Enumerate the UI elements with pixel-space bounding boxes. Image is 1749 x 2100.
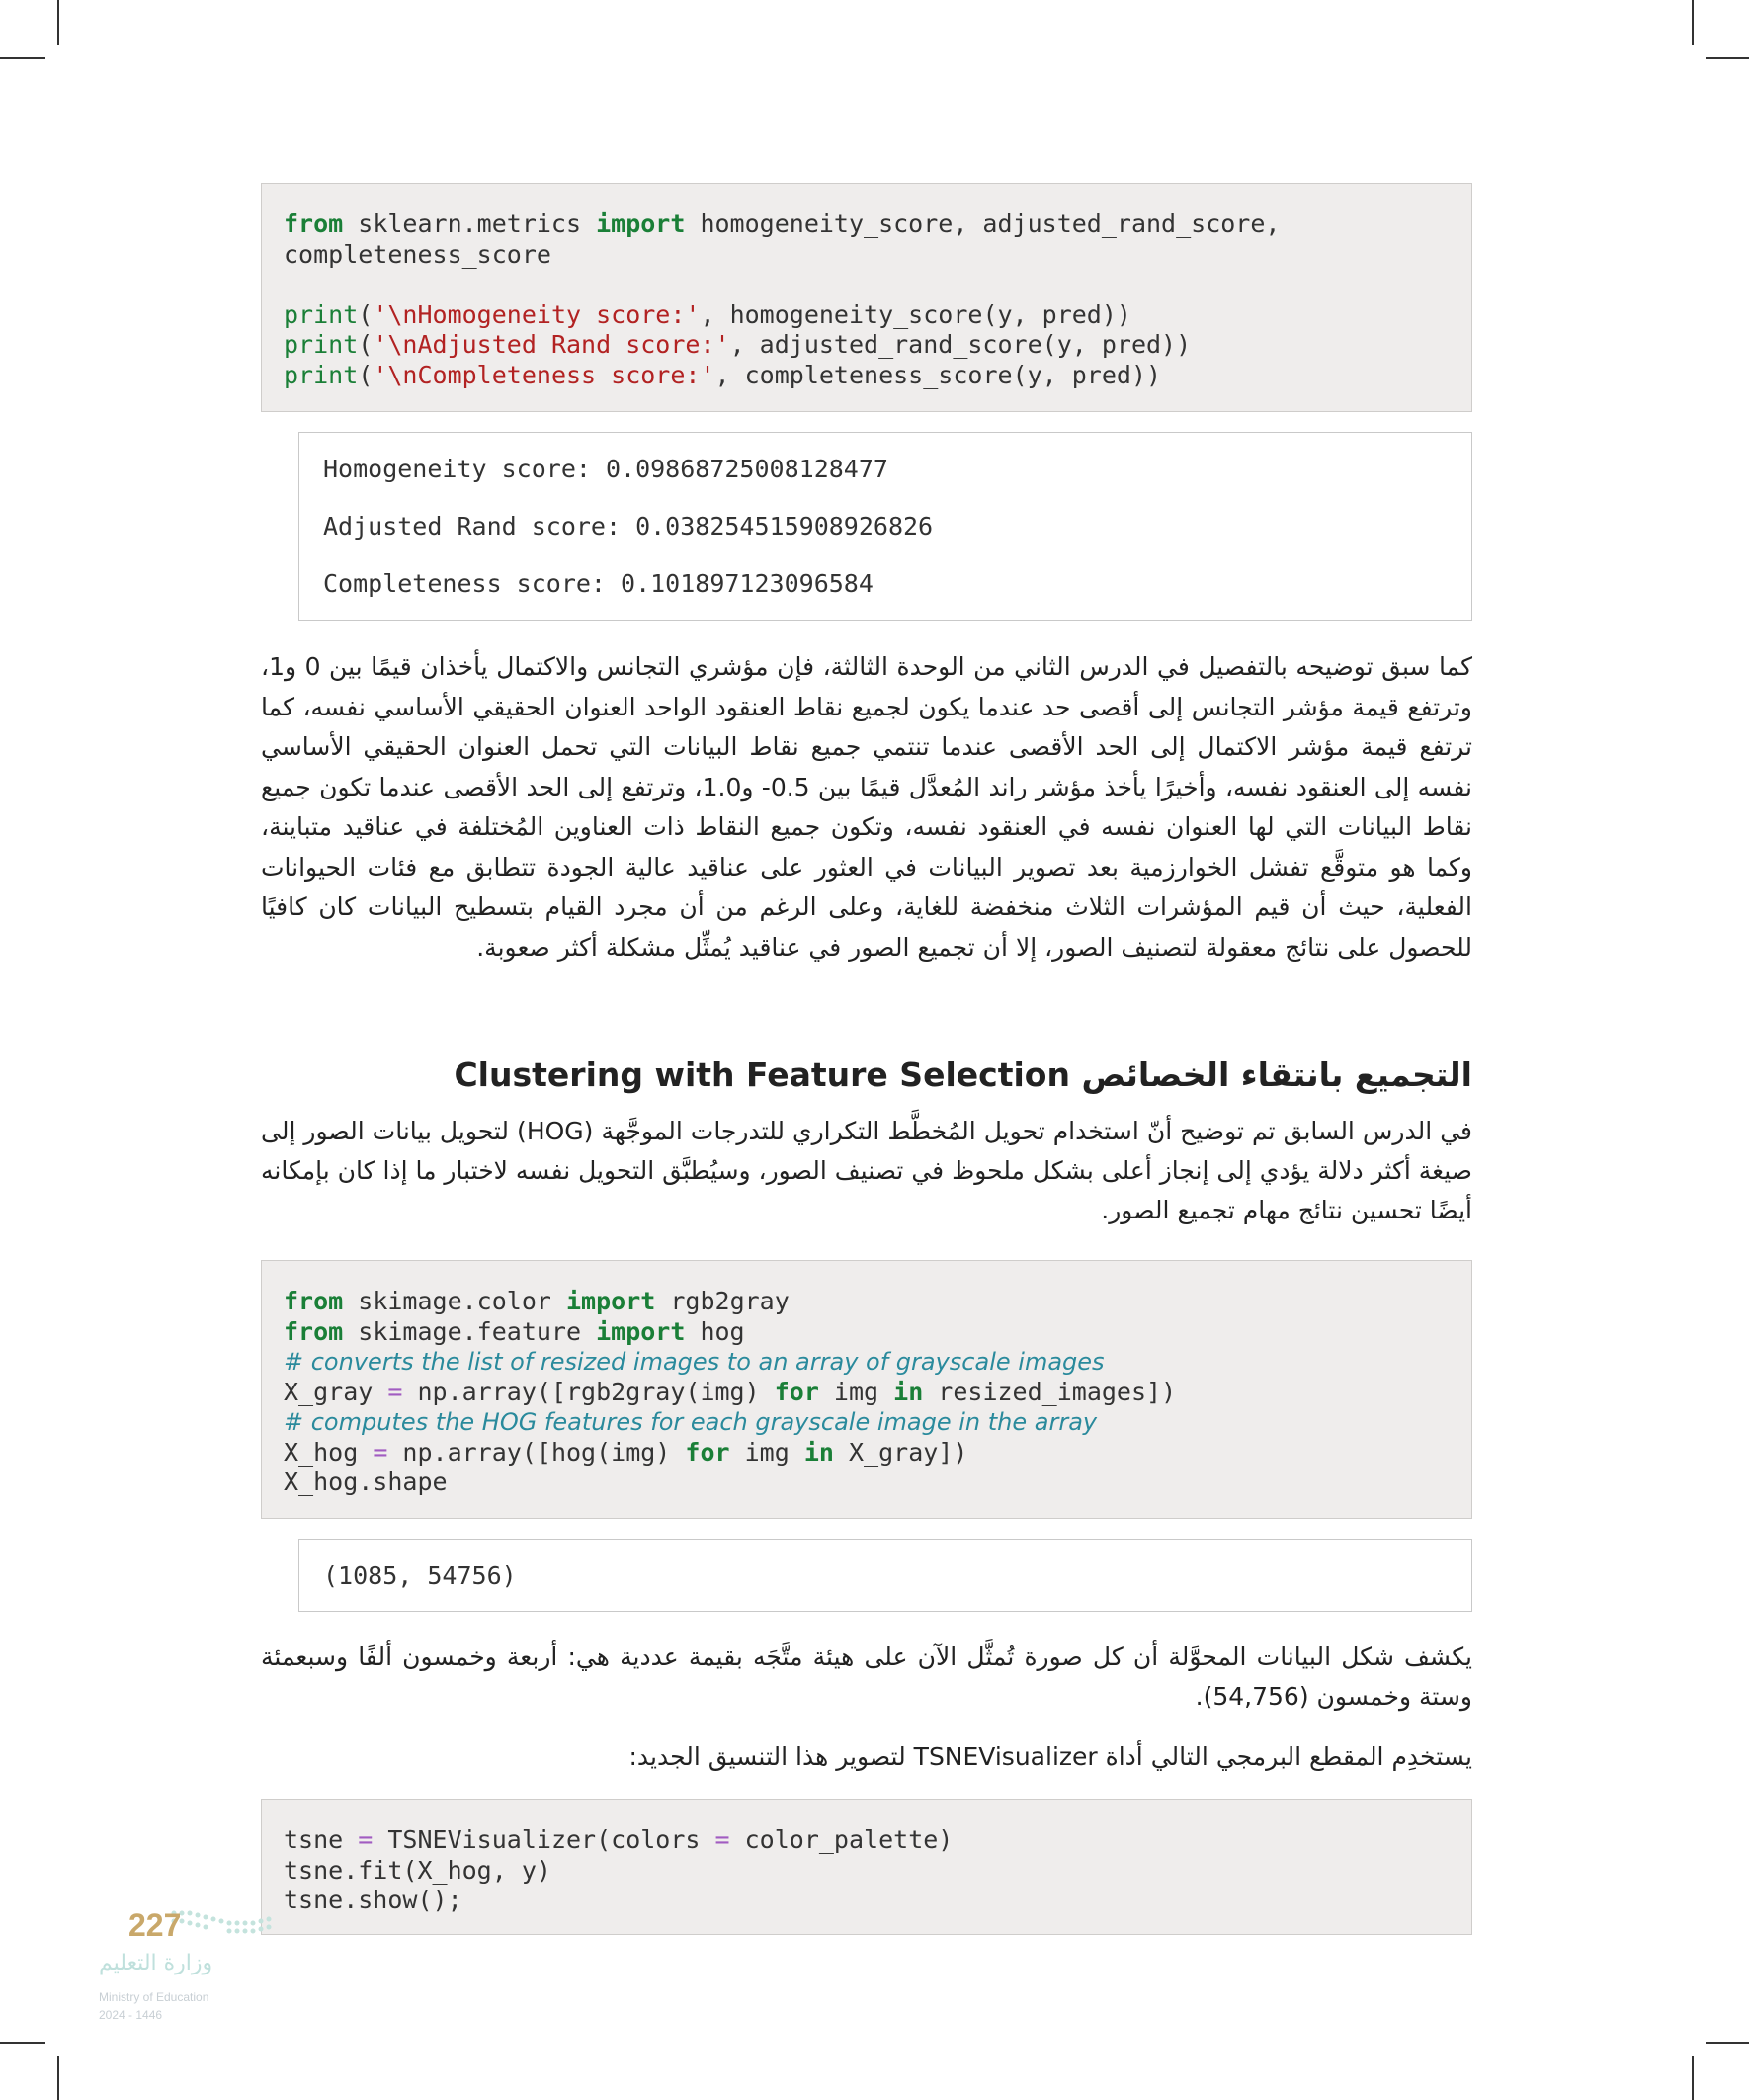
code-line [284, 1438, 1450, 1469]
code-text: TSNEVisualizer(colors [373, 1825, 715, 1854]
paragraph-shape-explanation: يكشف شكل البيانات المحوَّلة أن كل صورة تُمثَّل الآن على هيئة متَّجَه بقيمة عددية هي: أربعة وخمسون ألفًا وسبعمئة وستة وخمسون (54,756). [261, 1642, 1472, 1711]
output-line: Completeness score: 0.101897123096584 [323, 569, 874, 598]
code-text: ( [358, 299, 374, 329]
code-function: print [284, 330, 359, 359]
page-number: 227 [128, 1907, 182, 1943]
code-operator: = [714, 1825, 730, 1854]
crop-mark [57, 2056, 59, 2100]
code-text: skimage.feature [343, 1316, 597, 1346]
ministry-name-arabic: وزارة التعليم [99, 1951, 213, 1975]
code-text: tsne.show(); [284, 1886, 462, 1914]
code-line [284, 330, 1450, 361]
code-comment: # computes the HOG features for each grayscale image in the array [284, 1408, 1098, 1436]
crop-mark [1706, 2042, 1749, 2044]
section-heading: التجميع بانتقاء الخصائص Clustering with Feature Selection [454, 1055, 1472, 1094]
crop-mark [0, 57, 45, 59]
code-operator: = [387, 1377, 403, 1406]
code-keyword: import [596, 210, 686, 238]
code-keyword: import [596, 1316, 686, 1346]
crop-mark [0, 2042, 45, 2044]
code-line [284, 1886, 1450, 1916]
code-text: np.array([rgb2gray(img) [402, 1377, 775, 1406]
paragraph-metrics-explanation: كما سبق توضيحه بالتفصيل في الدرس الثاني من الوحدة الثالثة، فإن مؤشري التجانس والاكتمال يأخذان قيمًا بين 0 و1، وترتفع قيمة مؤشر التجانس إلى أقصى حد عندما يكون لجميع نقاط العنقود الواحد العنوان الحقيقي الأساسي نفسه، كما ترتفع قيمة مؤشر الاكتمال إلى الحد الأقصى عندما تنتمي جميع نقاط البيانات التي تحمل العنوان الحقيقي الأساسي نفسه إلى العنقود نفسه، وأخيرًا يأخذ مؤشر راند المُعدَّل قيمًا بين 0.5- و1.0، وترتفع إلى الحد الأقصى عندما تكون جميع نقاط البيانات التي لها العنوان نفسه في العنقود نفسه، وتكون جميع النقاط ذات العناوين المُختلفة في عناقيد متباينة، وكما هو متوقَّع تفشل الخوارزمية بعد تصوير البيانات في العثور على عناقيد عالية الجودة تتطابق مع فئات الحيوانات الفعلية، حيث أن قيم المؤشرات الثلاث منخفضة للغاية، وعلى الرغم من أن مجرد القيام بتسطيح البيانات كان كافيًا للحصول على نتائج معقولة لتصنيف الصور، إلا أن تجميع الصور في عناقيد يُمثِّل مشكلة أكثر صعوبة. [261, 652, 1472, 962]
code-block-hog [261, 1260, 1472, 1519]
code-keyword: from [284, 1316, 344, 1346]
code-text: img [729, 1437, 804, 1467]
code-text: hog [685, 1316, 745, 1346]
code-line [284, 1856, 1450, 1887]
code-text: img [818, 1377, 894, 1406]
code-text: sklearn.metrics [343, 210, 597, 238]
code-text: X_hog.shape [284, 1468, 448, 1496]
code-keyword: import [566, 1287, 656, 1315]
code-text: ( [358, 360, 374, 389]
code-line [284, 1287, 1450, 1317]
code-text: X_gray [284, 1377, 388, 1406]
code-text: X_gray]) [833, 1437, 968, 1467]
code-comment: # converts the list of resized images to an array of grayscale images [284, 1348, 1105, 1376]
code-block-tsne [261, 1799, 1472, 1935]
page-footer [95, 1907, 263, 2036]
code-text: color_palette) [729, 1825, 954, 1854]
code-text: , homogeneity_score(y, pred)) [700, 299, 1131, 329]
code-text: rgb2gray [655, 1287, 790, 1315]
paragraph-hog-intro: في الدرس السابق تم توضيح أنّ استخدام تحويل المُخطَّط التكراري للتدرجات الموجَّهة (HOG) لتحويل بيانات الصور إلى صيغة أكثر دلالة يؤدي إلى إنجاز أعلى بشكل ملحوظ في تصنيف الصور، وسيُطبَّق التحويل نفسه لاختبار ما إذا كان بإمكانه أيضًا تحسين نتائج مهام تجميع الصور. [260, 1117, 1472, 1224]
code-operator: = [373, 1437, 388, 1467]
ministry-name-english: Ministry of Education [99, 1990, 209, 2004]
code-text: , adjusted_rand_score(y, pred)) [729, 330, 1192, 359]
code-line [284, 1347, 1450, 1378]
code-line [284, 300, 1450, 331]
output-line: Adjusted Rand score: 0.038254515908926826 [323, 512, 934, 541]
crop-mark [57, 0, 59, 45]
code-line [284, 1378, 1450, 1408]
code-text: , completeness_score(y, pred)) [714, 360, 1162, 389]
code-text: tsne [284, 1825, 359, 1854]
code-line [284, 240, 1450, 271]
code-keyword: from [284, 210, 344, 238]
code-keyword: from [284, 1287, 344, 1315]
code-text: X_hog [284, 1437, 374, 1467]
code-text: homogeneity_score, adjusted_rand_score, [685, 210, 1281, 238]
code-text: ( [358, 330, 374, 359]
code-string: '\nCompleteness score:' [373, 360, 715, 389]
code-keyword: for [685, 1437, 730, 1467]
code-function: print [284, 299, 359, 329]
output-line: Homogeneity score: 0.09868725008128477 [323, 455, 888, 483]
code-line [284, 210, 1450, 240]
paragraph-tsne-intro: يستخدِم المقطع البرمجي التالي أداة TSNEVisualizer لتصوير هذا التنسيق الجديد: [628, 1742, 1472, 1771]
output-block-metrics [298, 432, 1472, 621]
code-text: skimage.color [343, 1287, 566, 1315]
output-block-shape [298, 1539, 1472, 1612]
code-line [284, 1407, 1450, 1438]
academic-year: 2024 - 1446 [99, 2008, 163, 2022]
code-line [284, 1317, 1450, 1348]
code-line [284, 1468, 1450, 1498]
ministry-logo-dots-icon [164, 1901, 332, 1951]
code-string: '\nHomogeneity score:' [373, 299, 701, 329]
code-line [284, 361, 1450, 391]
code-text: completeness_score [284, 239, 551, 269]
crop-mark [1692, 0, 1694, 45]
code-line-blank [284, 270, 1450, 300]
code-text: np.array([hog(img) [387, 1437, 686, 1467]
code-keyword: in [803, 1437, 834, 1467]
crop-mark [1692, 2056, 1694, 2100]
code-operator: = [358, 1825, 374, 1854]
code-keyword: for [774, 1377, 819, 1406]
code-text: tsne.fit(X_hog, y) [284, 1855, 551, 1885]
code-line [284, 1825, 1450, 1856]
code-string: '\nAdjusted Rand score:' [373, 330, 730, 359]
code-text: resized_images]) [923, 1377, 1177, 1406]
code-keyword: in [893, 1377, 924, 1406]
code-function: print [284, 360, 359, 389]
output-line: (1085, 54756) [323, 1561, 517, 1590]
crop-mark [1706, 57, 1749, 59]
code-block-metrics [261, 183, 1472, 412]
